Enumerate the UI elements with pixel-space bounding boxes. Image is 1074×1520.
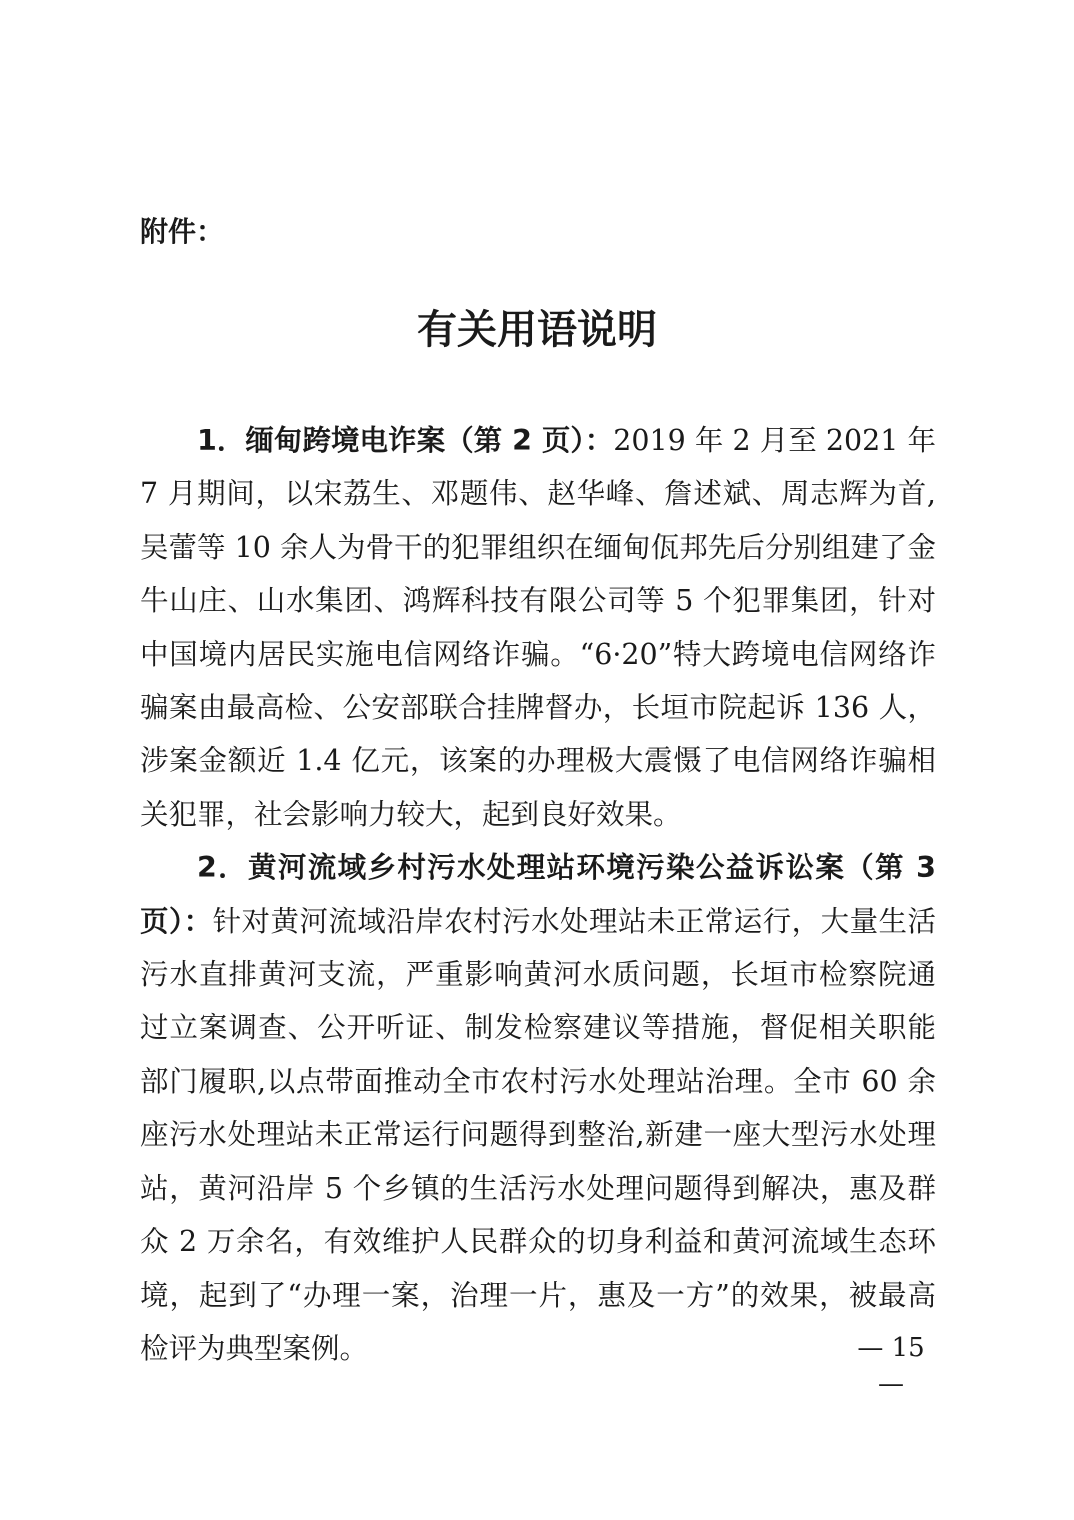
paragraph-2 <box>140 841 936 1375</box>
document-title: 有关用语说明 <box>417 307 657 353</box>
paragraph-2-heading: 2．黄河流域乡村污水处理站环境污染公益诉讼案（第 3 页）： <box>140 851 936 938</box>
paragraph-1-text: 2019 年 2 月至 2021 年 7 月期间，以宋荔生、邓题伟、赵华峰、詹述斌、周志辉为首,吴蕾等 10 余人为骨干的犯罪组织在缅甸佤邦先后分别组建了金牛山庄、山水集团、鸿辉科技有限公司等 5 个犯罪集团，针对中国境内居民实施电信网络诈骗。“6·20”特大跨境电信网络诈骗案由最高检、公安部联合挂牌督办，长垣市院起诉 136 人，涉案金额近 1.4 亿元，该案的办理极大震慑了电信网络诈骗相关犯罪，社会影响力较大，起到良好效果。 <box>140 424 936 831</box>
paragraph-2-text: 针对黄河流域沿岸农村污水处理站未正常运行，大量生活污水直排黄河支流，严重影响黄河水质问题，长垣市检察院通过立案调查、公开听证、制发检察建议等措施，督促相关职能部门履职,以点带面推动全市农村污水处理站治理。全市 60 余座污水处理站未正常运行问题得到整治,新建一座大型污水处理站，黄河沿岸 5 个乡镇的生活污水处理问题得到解决，惠及群众 2 万余名，有效维护人民群众的切身利益和黄河流域生态环境，起到了“办理一案，治理一片，惠及一方”的效果，被最高检评为典型案例。 <box>140 904 936 1365</box>
paragraph-1 <box>140 414 936 841</box>
body-text <box>140 414 936 1375</box>
page-number: — 15 — <box>857 1333 925 1399</box>
paragraph-1-heading: 1．缅甸跨境电诈案（第 2 页）： <box>197 424 614 457</box>
attachment-label: 附件： <box>140 215 225 248</box>
